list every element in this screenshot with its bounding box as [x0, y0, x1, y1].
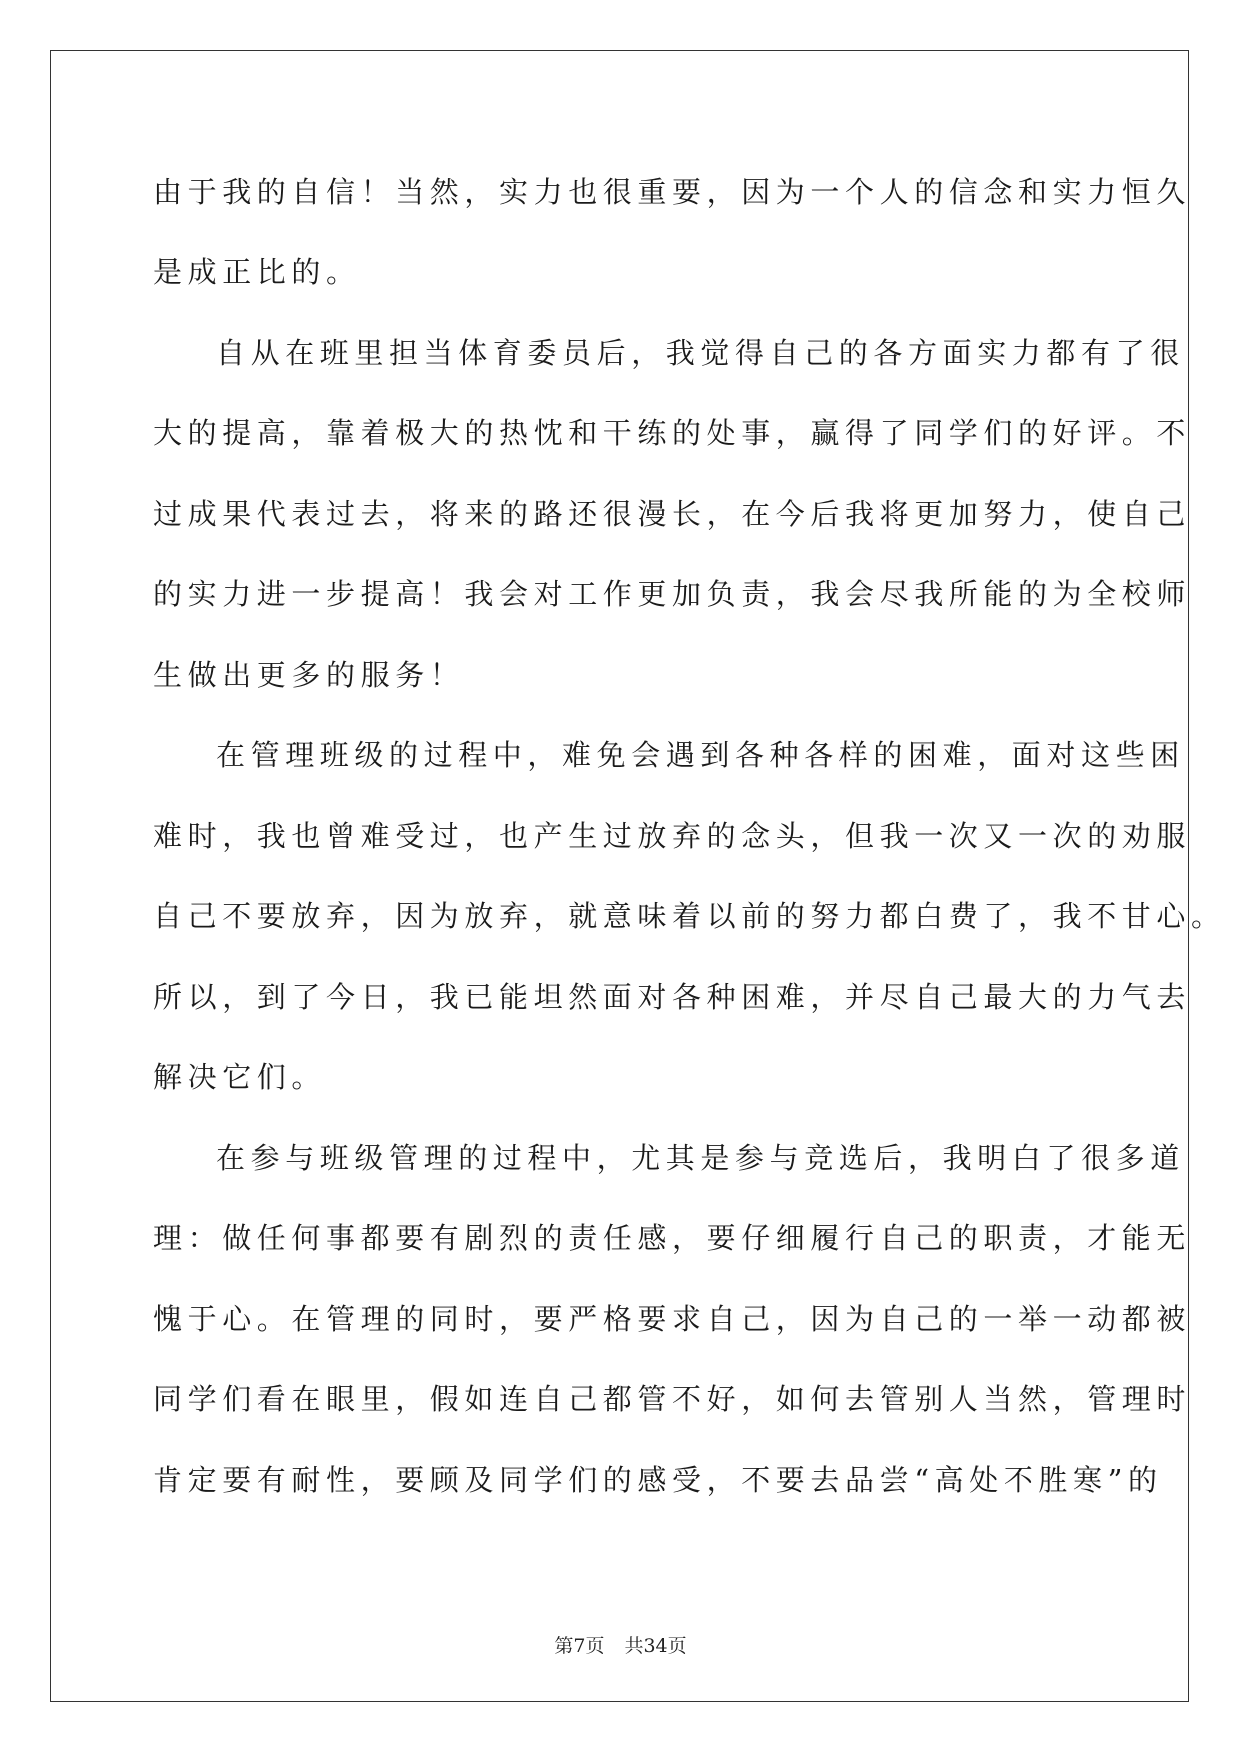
page-footer — [0, 1634, 1241, 1658]
page-total: 共34页 — [624, 1635, 687, 1657]
body-line-1: 由于我的自信！当然，实力也很重要，因为一个人的信念和实力恒久 — [153, 175, 1192, 209]
body-line-5: 过成果代表过去，将来的路还很漫长，在今后我将更加努力，使自己 — [153, 497, 1192, 531]
body-line-17: 肯定要有耐性，要顾及同学们的感受，不要去品尝“高处不胜寒”的 — [153, 1463, 1163, 1497]
body-line-6: 的实力进一步提高！我会对工作更加负责，我会尽我所能的为全校师 — [153, 577, 1192, 611]
body-line-9: 难时，我也曾难受过，也产生过放弃的念头，但我一次又一次的劝服 — [153, 819, 1192, 853]
body-line-3: 自从在班里担当体育委员后，我觉得自己的各方面实力都有了很 — [216, 336, 1185, 370]
body-line-4: 大的提高，靠着极大的热忱和干练的处事，赢得了同学们的好评。不 — [153, 416, 1192, 450]
body-line-8: 在管理班级的过程中，难免会遇到各种各样的困难，面对这些困 — [216, 738, 1185, 772]
body-line-15: 愧于心。在管理的同时，要严格要求自己，因为自己的一举一动都被 — [153, 1302, 1192, 1336]
body-line-16: 同学们看在眼里，假如连自己都管不好，如何去管别人当然，管理时 — [153, 1382, 1192, 1416]
body-line-10: 自己不要放弃，因为放弃，就意味着以前的努力都白费了，我不甘心。 — [153, 899, 1226, 933]
body-line-7: 生做出更多的服务！ — [153, 658, 465, 692]
body-line-13: 在参与班级管理的过程中，尤其是参与竞选后，我明白了很多道 — [216, 1141, 1185, 1175]
body-line-14: 理：做任何事都要有剧烈的责任感，要仔细履行自己的职责，才能无 — [153, 1221, 1192, 1255]
page-number: 第7页 — [554, 1635, 605, 1657]
body-line-2: 是成正比的。 — [153, 255, 361, 289]
body-line-12: 解决它们。 — [153, 1060, 327, 1094]
body-line-11: 所以，到了今日，我已能坦然面对各种困难，并尽自己最大的力气去 — [153, 980, 1192, 1014]
page-border — [50, 50, 1192, 1702]
